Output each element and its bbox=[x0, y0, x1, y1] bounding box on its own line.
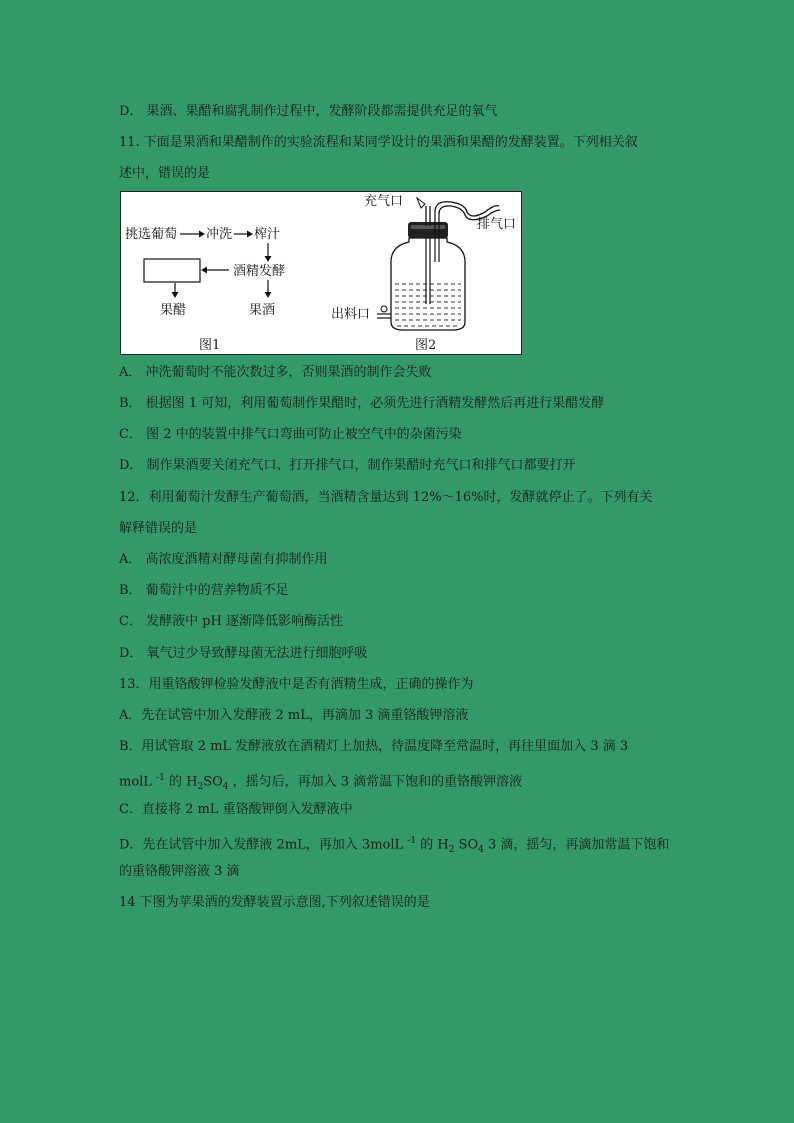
fig2-label-outlet: 出料口 bbox=[331, 307, 371, 322]
q13d-text-1: D．先在试管中加入发酵液 2mL，再加入 3molL bbox=[119, 837, 408, 853]
q13-option-c: C．直接将 2 mL 重铬酸钾倒入发酵液中 bbox=[119, 802, 353, 817]
q13d-sub-1: 2 bbox=[448, 844, 455, 855]
fig1-step-select-grapes: 挑选葡萄 bbox=[125, 227, 178, 242]
q11-option-d: D． 制作果酒要关闭充气口、打开排气口，制作果醋时充气口和排气口都要打开 bbox=[119, 458, 576, 473]
fig1-arrowhead-1 bbox=[199, 231, 205, 238]
q13d-sub-2: 4 bbox=[478, 844, 484, 855]
fig1-product-vinegar: 果醋 bbox=[160, 303, 187, 318]
fig1-arrowhead-6 bbox=[265, 292, 272, 298]
fig2-label-exhaust: 排气口 bbox=[477, 217, 517, 232]
q11-option-c: C． 图 2 中的装置中排气口弯曲可防止被空气中的杂菌污染 bbox=[119, 427, 462, 442]
q12-option-c: C． 发酵液中 pH 逐渐降低影响酶活性 bbox=[119, 614, 344, 629]
q12-stem-line1: 12．利用葡萄汁发酵生产葡萄酒，当酒精含量达到 12%～16%时，发酵就停止了。下列有关 bbox=[119, 490, 653, 505]
q13b-sub-1: 2 bbox=[197, 781, 204, 792]
q12-stem-line2: 解释错误的是 bbox=[119, 521, 198, 536]
fig1-product-wine: 果酒 bbox=[249, 303, 276, 318]
q11-stem-line1: 11. 下面是果酒和果醋制作的实验流程和某同学设计的果酒和果醋的发酵装置。下列相关叙 bbox=[119, 135, 638, 150]
q11-stem-line2: 述中，错误的是 bbox=[119, 166, 211, 181]
q13b-text-1: molL bbox=[119, 774, 157, 790]
q13b-text-2: 的 H bbox=[164, 774, 198, 790]
q13b-sup: -1 bbox=[156, 773, 165, 783]
q13d-text-3: SO bbox=[454, 837, 479, 853]
q11-option-a: A． 冲洗葡萄时不能次数过多，否则果酒的制作会失败 bbox=[119, 365, 432, 380]
q12-option-a: A． 高浓度酒精对酵母菌有抑制作用 bbox=[119, 552, 328, 567]
fig1-caption: 图1 bbox=[199, 338, 221, 353]
q12-option-b: B． 葡萄汁中的营养物质不足 bbox=[119, 583, 289, 598]
fig2-bottle-drawing bbox=[377, 198, 500, 330]
fig1-blank-box bbox=[144, 259, 200, 282]
fig1-step-rinse: 冲洗 bbox=[206, 227, 233, 242]
q13-option-b-line2 bbox=[119, 770, 522, 795]
fig1-arrowhead-4 bbox=[201, 267, 207, 274]
q13d-text-4: 3 滴，摇匀，再滴加常温下饱和 bbox=[483, 837, 670, 853]
fig1-arrowhead-3 bbox=[265, 256, 272, 262]
q12-option-d: D． 氧气过少导致酵母菌无法进行细胞呼吸 bbox=[119, 646, 368, 661]
q13-option-b-line1: B．用试管取 2 mL 发酵液放在酒精灯上加热，待温度降至常温时，再往里面加入 3 滴 3 bbox=[119, 739, 629, 754]
fig1-arrowhead-2 bbox=[247, 231, 253, 238]
q13-option-d-line1 bbox=[119, 833, 669, 858]
q13-option-d-line2: 的重铬酸钾溶液 3 滴 bbox=[119, 864, 240, 879]
q13b-sub-2: 4 bbox=[222, 781, 229, 792]
fig1-arrowhead-5 bbox=[172, 292, 179, 298]
q11-figure bbox=[120, 191, 522, 355]
q13b-text-4: ，摇匀后，再加入 3 滴常温下饱和的重铬酸钾溶液 bbox=[228, 774, 523, 790]
q13-stem: 13．用重铬酸钾检验发酵液中是否有酒精生成，正确的操作为 bbox=[119, 677, 474, 692]
fig1-step-alcohol-fermentation: 酒精发酵 bbox=[233, 264, 286, 279]
q13d-text-2: 的 H bbox=[416, 837, 449, 853]
q11-figure-svg bbox=[121, 192, 521, 354]
fig2-label-air-inlet: 充气口 bbox=[364, 194, 404, 209]
q13d-sup: -1 bbox=[407, 836, 417, 846]
q13b-text-3: SO bbox=[203, 774, 223, 790]
q10-option-d: D． 果酒、果醋和腐乳制作过程中，发酵阶段都需提供充足的氧气 bbox=[119, 104, 498, 119]
q14-stem: 14 下图为苹果酒的发酵装置示意图,下列叙述错误的是 bbox=[119, 895, 430, 910]
fig1-step-squeeze: 榨汁 bbox=[254, 227, 281, 242]
fig2-caption: 图2 bbox=[415, 338, 437, 353]
q11-option-b: B． 根据图 1 可知，利用葡萄制作果醋时，必须先进行酒精发酵然后再进行果醋发酵 bbox=[119, 396, 605, 411]
q13-option-a: A．先在试管中加入发酵液 2 mL，再滴加 3 滴重铬酸钾溶液 bbox=[119, 708, 469, 723]
